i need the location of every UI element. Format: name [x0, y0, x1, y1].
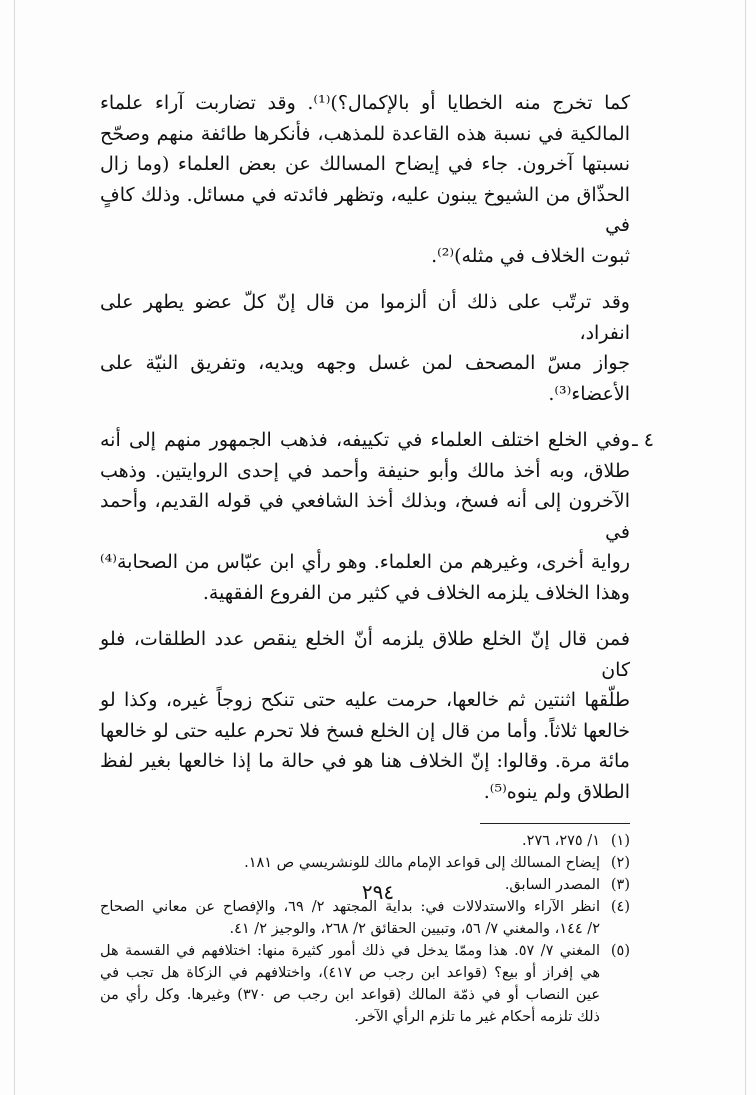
text-line: المالكية في نسبة هذه القاعدة للمذهب، فأنكرها طائفة منهم وصحّح	[100, 122, 630, 145]
paragraph-4	[100, 624, 630, 807]
footnote-line: انظر الآراء والاستدلالات في: بداية المجتهد ٢/ ٦٩، والإفصاح عن معاني الصحاح	[100, 899, 600, 915]
paragraph-1	[100, 88, 630, 271]
scan-edge-left	[14, 0, 15, 1095]
text-line: الحذّاق من الشيوخ يبنون عليه، وتظهر فائدته في مسائل. وذلك كافٍ في	[100, 183, 630, 236]
footnote-2	[100, 852, 630, 874]
text-line: كما تخرج منه الخطايا أو بالإكمال؟)⁽¹⁾. وقد تضاربت آراء علماء	[100, 92, 630, 114]
page-number: ٢٩٤	[361, 880, 395, 904]
footnote-5	[100, 940, 630, 1028]
scan-edge-right	[745, 0, 746, 1095]
numbered-item-4	[100, 425, 654, 608]
footnote-1	[100, 830, 630, 852]
footnote-line: عين النصاب أو في ذمّة المالك (قواعد ابن رجب ص ٣٧٠) وغيرها. وكل رأي من	[100, 987, 600, 1003]
text-line: فمن قال إنّ الخلع طلاق يلزمه أنّ الخلع ينقص عدد الطلقات، فلو كان	[100, 628, 630, 681]
text-line: رواية أخرى، وغيرهم من العلماء. وهو رأي ابن عبّاس من الصحابة⁽⁴⁾	[100, 551, 630, 573]
footnote-number: (٣)	[610, 877, 630, 893]
text-line: الآخرون إلى أنه فسخ، وبذلك أخذ الشافعي في قوله القديم، وأحمد في	[100, 490, 630, 543]
footnote-line: هي إفراز أو بيع؟ (قواعد ابن رجب ص ٤١٧)، واختلافهم في الزكاة هل تجب في	[100, 965, 600, 981]
paragraph-2	[100, 287, 630, 409]
text-line: وفي الخلع اختلف العلماء في تكييفه، فذهب الجمهور منهم إلى أنه	[100, 429, 630, 451]
footnote-number: (٢)	[610, 855, 630, 871]
text-line: نسبتها آخرون. جاء في إيضاح المسالك عن بعض العلماء (وما زال	[100, 153, 630, 175]
text-line: طلّقها اثنتين ثم خالعها، حرمت عليه حتى تنكح زوجاً غيره، وكذا لو	[100, 689, 630, 711]
footnote-number: (١)	[610, 833, 630, 849]
footnote-line: إيضاح المسالك إلى قواعد الإمام مالك للونشريسي ص ١٨١.	[244, 855, 600, 871]
text-line: مائة مرة. وقالوا: إنّ الخلاف هنا هو في حالة ما إذا خالعها بغير لفظ	[100, 750, 630, 772]
text-line: وهذا الخلاف يلزمه الخلاف في كثير من الفروع الفقهية.	[202, 581, 630, 604]
footnote-line: ذلك تلزمه أحكام غير ما تلزم الرأي الآخر.	[354, 1009, 600, 1025]
footnote-line: المصدر السابق.	[504, 877, 600, 893]
text-line: جواز مسّ المصحف لمن غسل وجهه ويديه، وتفريق النيّة على الأعضاء⁽³⁾.	[100, 352, 630, 405]
text-line: ثبوت الخلاف في مثله)⁽²⁾.	[431, 244, 630, 267]
footnote-number: (٥)	[610, 943, 630, 959]
footnote-line: ١/ ٢٧٥، ٢٧٦.	[522, 833, 600, 849]
footnote-line: المغني ٧/ ٥٧. هذا وممّا يدخل في ذلك أمور كثيرة منها: اختلافهم في القسمة هل	[100, 943, 600, 959]
text-line: الطلاق ولم ينوه⁽⁵⁾.	[483, 780, 630, 803]
text-line: خالعها ثلاثاً. وأما من قال إن الخلع فسخ فلا تحرم عليه حتى لو خالعها	[99, 719, 630, 742]
text-line: وقد ترتّب على ذلك أن ألزموا من قال إنّ كلّ عضو يطهر على انفراد،	[100, 291, 630, 344]
footnotes	[100, 830, 630, 1028]
footnote-line: ٢/ ١٤٤، والمغني ٧/ ٥٦، وتبيين الحقائق ٢/ ٢٦٨، والوجيز ٢/ ٤١.	[229, 921, 600, 937]
footnote-separator	[480, 823, 630, 824]
footnote-number: (٤)	[610, 899, 630, 915]
item-number: ٤ ـ	[632, 429, 654, 451]
text-line: طلاق، وبه أخذ مالك وأبو حنيفة وأحمد في إحدى الروايتين. وذهب	[100, 459, 630, 482]
